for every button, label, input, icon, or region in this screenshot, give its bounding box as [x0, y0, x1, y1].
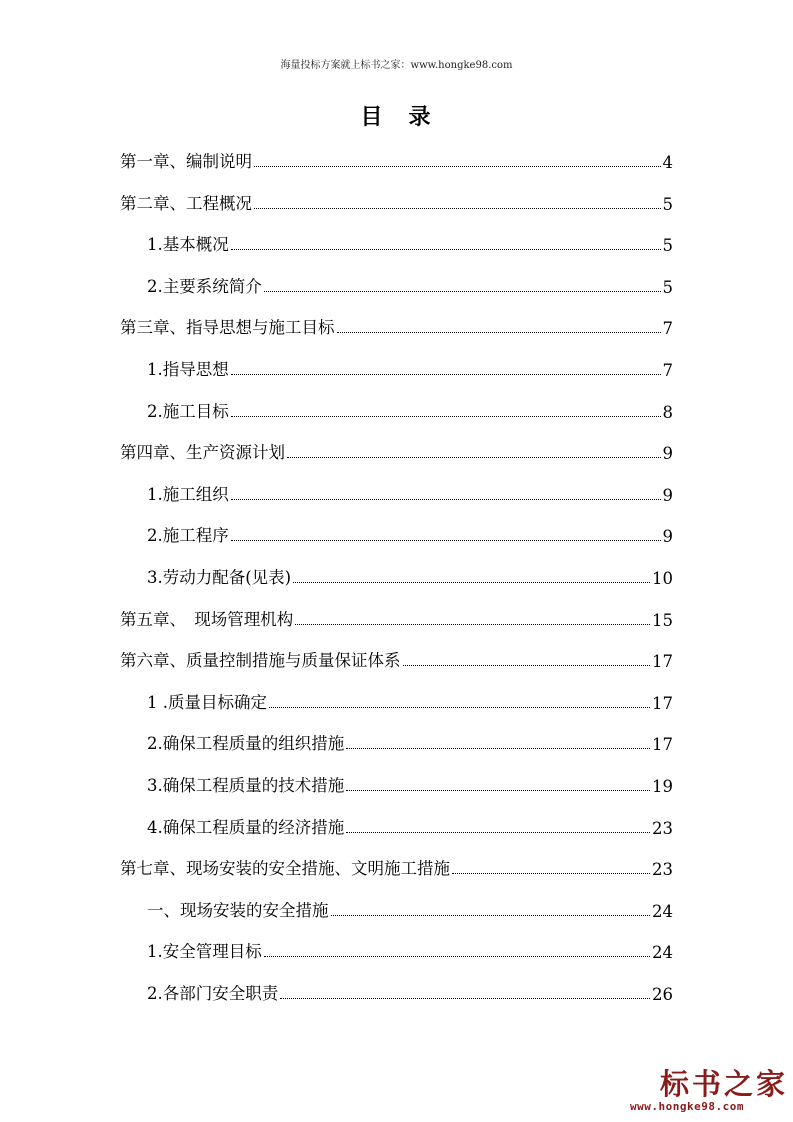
toc-leader-dots: [231, 249, 661, 250]
toc-entry[interactable]: [147, 810, 673, 838]
toc-entry-text: 1 .质量目标确定: [147, 692, 267, 712]
toc-page-number: 24: [652, 901, 673, 921]
toc-leader-dots: [280, 998, 650, 999]
toc-page-number: 5: [662, 194, 673, 214]
toc-entry-text: 3.确保工程质量的技术措施: [147, 776, 345, 795]
toc-entry-text: 第七章、现场安装的安全措施、文明施工措施: [120, 859, 450, 879]
toc-leader-dots: [293, 582, 650, 583]
toc-entry[interactable]: [147, 518, 673, 546]
toc-entry-text: 1.指导思想: [147, 360, 229, 379]
toc-entry-text: 一、现场安装的安全措施: [147, 900, 329, 920]
toc-page-number: 10: [652, 569, 673, 588]
toc-entry-text: 4.确保工程质量的经济措施: [147, 817, 345, 837]
page-header: 海量投标方案就上标书之家：www.hongke98.com: [280, 60, 513, 71]
toc-entry[interactable]: [147, 934, 673, 962]
toc-leader-dots: [231, 374, 661, 375]
toc-entry[interactable]: [147, 726, 673, 754]
toc-leader-dots: [346, 832, 650, 833]
toc-entry[interactable]: [147, 893, 673, 921]
toc-page-number: 26: [652, 985, 673, 1004]
toc-page-number: 17: [652, 652, 673, 672]
toc-page-number: 24: [652, 943, 673, 963]
toc-page-number: 5: [662, 236, 673, 256]
toc-leader-dots: [254, 208, 661, 209]
toc-page-number: 15: [652, 610, 673, 630]
toc-entry[interactable]: [147, 768, 673, 796]
toc-entry-text: 第二章、工程概况: [120, 193, 252, 213]
toc-entry-text: 第四章、生产资源计划: [120, 443, 285, 463]
toc-entry-text: 2.各部门安全职责: [147, 984, 279, 1003]
watermark-logo: [630, 1062, 790, 1117]
toc-leader-dots: [452, 873, 650, 874]
toc-leader-dots: [264, 291, 661, 292]
toc-leader-dots: [264, 956, 650, 957]
toc-entry-text: 3.劳动力配备(见表): [147, 568, 292, 587]
toc-entry-text: 2.确保工程质量的组织措施: [147, 734, 345, 754]
toc-entry[interactable]: [120, 643, 673, 671]
toc-leader-dots: [287, 457, 661, 458]
toc-title: 目 录: [360, 104, 433, 130]
toc-entry[interactable]: [147, 560, 673, 588]
toc-leader-dots: [231, 416, 661, 417]
toc-entry[interactable]: [147, 352, 673, 380]
toc-entry-text: 1.施工组织: [147, 484, 229, 504]
toc-leader-dots: [331, 915, 651, 916]
toc-page-number: 5: [662, 277, 673, 297]
toc-page-number: 23: [652, 818, 673, 838]
toc-page-number: 4: [662, 153, 673, 172]
toc-entry[interactable]: [120, 435, 673, 463]
toc-entry-text: 第一章、编制说明: [120, 152, 252, 171]
toc-page-number: 17: [652, 693, 673, 713]
toc-entry[interactable]: [120, 851, 673, 879]
toc-page-number: 9: [662, 444, 673, 464]
toc-entry[interactable]: [120, 602, 673, 630]
toc-page-number: 8: [662, 402, 673, 422]
toc-entry[interactable]: [120, 310, 673, 338]
toc-entry[interactable]: [147, 394, 673, 422]
toc-leader-dots: [403, 665, 651, 666]
toc-page-number: 7: [662, 361, 673, 380]
toc-entry[interactable]: [147, 976, 673, 1004]
toc-leader-dots: [346, 748, 650, 749]
toc-entry[interactable]: [147, 269, 673, 297]
toc-page-number: 7: [662, 319, 673, 339]
toc-page-number: 19: [652, 777, 673, 796]
logo-url: www.hongke98.com: [630, 1100, 744, 1113]
toc-entry[interactable]: [147, 477, 673, 505]
toc-leader-dots: [231, 499, 661, 500]
toc-entry-text: 1.安全管理目标: [147, 942, 262, 962]
toc-entry[interactable]: [147, 227, 673, 255]
toc-leader-dots: [337, 332, 661, 333]
toc-entry[interactable]: [147, 685, 673, 713]
logo-text: 标书之家: [660, 1067, 789, 1101]
toc-leader-dots: [254, 166, 661, 167]
toc-entry-text: 第五章、 现场管理机构: [120, 609, 294, 629]
toc-page-number: 9: [662, 527, 673, 547]
toc-leader-dots: [231, 540, 661, 541]
toc-leader-dots: [295, 624, 650, 625]
toc-entry[interactable]: [120, 144, 673, 172]
toc-leader-dots: [346, 790, 650, 791]
toc-entry-text: 2.主要系统简介: [147, 276, 262, 296]
toc-entry-text: 2.施工目标: [147, 401, 229, 421]
toc-page-number: 9: [662, 485, 673, 505]
toc-entry-text: 第三章、指导思想与施工目标: [120, 318, 335, 338]
toc-entry-text: 1.基本概况: [147, 235, 229, 255]
toc-entry-text: 2.施工程序: [147, 526, 229, 546]
toc-page-number: 17: [652, 735, 673, 755]
toc-entry-text: 第六章、质量控制措施与质量保证体系: [120, 651, 401, 671]
toc-page-number: 23: [652, 860, 673, 880]
toc-entry[interactable]: [120, 186, 673, 214]
toc-leader-dots: [269, 707, 650, 708]
